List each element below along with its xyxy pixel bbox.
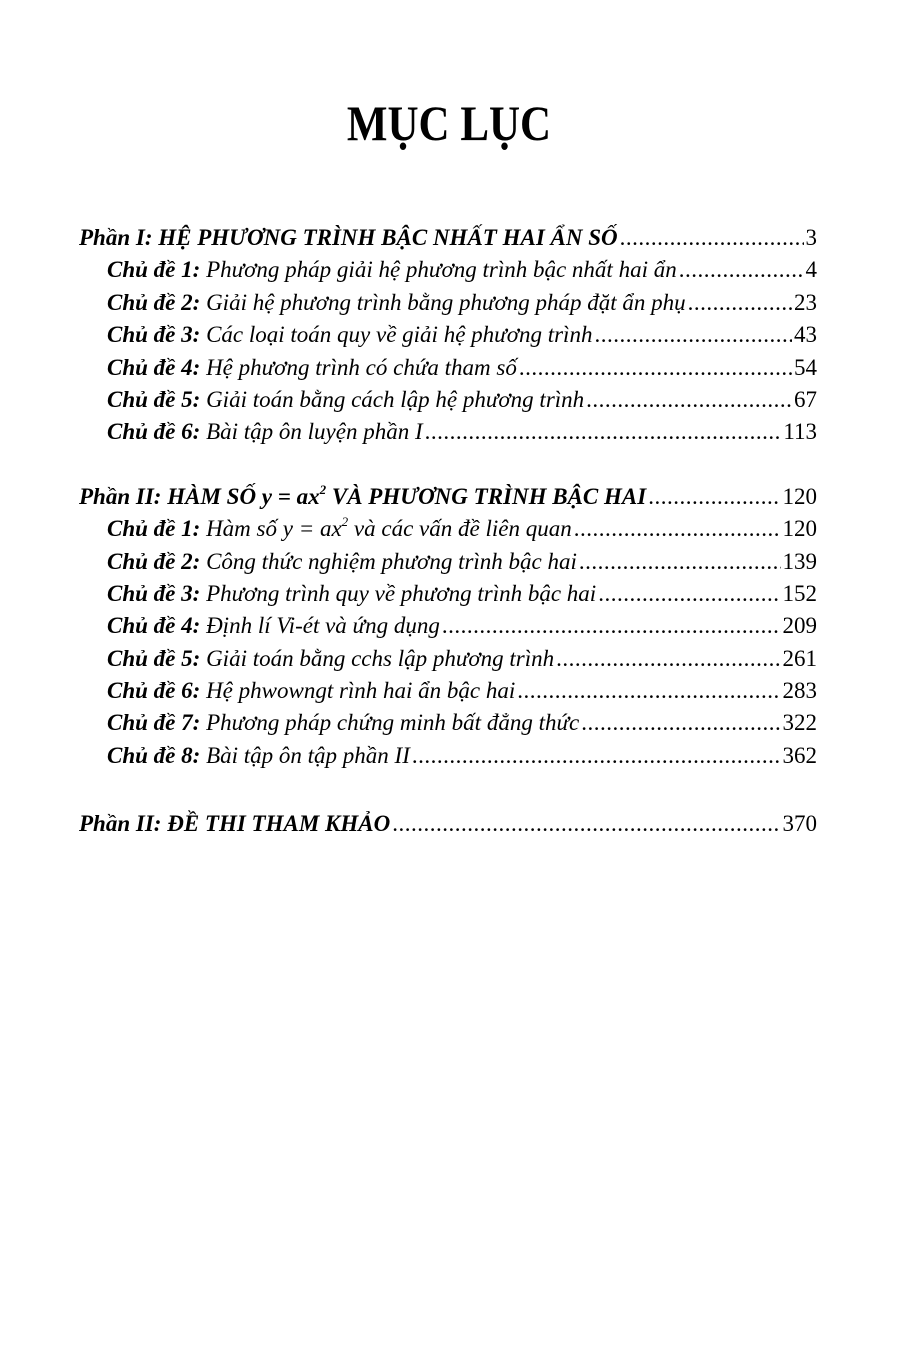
topic-title: Bài tập ôn tập phần II [206, 742, 410, 768]
part-title [167, 481, 646, 513]
label-colon: : [192, 613, 207, 639]
topic-title: Phương trình quy về phương trình bậc hai [206, 580, 597, 606]
toc-topic-2-4[interactable] [79, 610, 817, 642]
page-number: 67 [794, 386, 817, 412]
toc-topic-2-5[interactable] [79, 643, 817, 675]
topic-title: Phương pháp giải hệ phương trình bậc nhất hai ẩn [206, 257, 677, 283]
page-number: 370 [782, 811, 817, 837]
page-number: 113 [783, 419, 817, 445]
topic-title: Giải toán bằng cách lập hệ phương trình [206, 386, 585, 412]
label-colon: : [192, 710, 207, 736]
page-number: 209 [782, 613, 817, 639]
label-colon: : [192, 645, 207, 671]
label-colon: : [192, 548, 207, 574]
topic-title-text: Hàm số y = ax [206, 516, 342, 542]
page-number: 362 [782, 742, 817, 768]
leader-dots [679, 254, 804, 286]
topic-label: Chủ đề 3 [107, 580, 193, 606]
page-number: 152 [782, 580, 817, 606]
leader-dots [519, 352, 792, 384]
topic-label: Chủ đề 5 [107, 386, 193, 412]
section-spacer [79, 449, 817, 481]
part-title-text: HÀM SỐ y = ax [167, 483, 320, 509]
topic-title: Định lí Vi-ét và ứng dụng [206, 613, 440, 639]
topic-label: Chủ đề 3 [107, 322, 193, 348]
superscript: 2 [341, 514, 349, 530]
toc-topic-1-1[interactable] [79, 254, 817, 286]
label-colon: : [192, 322, 207, 348]
leader-dots [425, 416, 782, 448]
toc-topic-1-4[interactable] [79, 352, 817, 384]
leader-dots [688, 287, 792, 319]
topic-title: Bài tập ôn luyện phần I [206, 419, 423, 445]
toc-topic-1-5[interactable] [79, 384, 817, 416]
topic-label: Chủ đề 6 [107, 419, 193, 445]
toc-topic-2-3[interactable] [79, 578, 817, 610]
topic-title: Giải toán bằng cchs lập phương trình [206, 645, 555, 671]
topic-label: Chủ đề 4 [107, 354, 193, 380]
topic-title: Giải hệ phương trình bằng phương pháp đặt ẩn phụ [206, 289, 686, 315]
topic-title: Phương pháp chứng minh bất đẳng thức [206, 710, 580, 736]
leader-dots [392, 808, 780, 840]
toc-part-1[interactable] [79, 222, 817, 254]
part-title: HỆ PHƯƠNG TRÌNH BẬC NHẤT HAI ẨN SỐ [158, 225, 618, 250]
toc-topic-2-6[interactable] [79, 675, 817, 707]
toc-topic-2-2[interactable] [79, 546, 817, 578]
page-number: 54 [794, 354, 817, 380]
page-number: 120 [782, 483, 817, 509]
topic-title [206, 513, 572, 545]
part-title-text-cont: VÀ PHƯƠNG TRÌNH BẬC HAI [326, 483, 647, 509]
leader-dots [556, 643, 780, 675]
toc-part-2[interactable] [79, 481, 817, 513]
label-colon: : [153, 483, 168, 509]
label-colon: : [192, 386, 207, 412]
page-title: MỤC LỤC [346, 95, 552, 151]
topic-title: Hệ phwowngt rình hai ẩn bậc hai [206, 678, 516, 704]
leader-dots [598, 578, 780, 610]
part-label: Phần II [79, 811, 154, 837]
page-number: 283 [782, 678, 817, 704]
superscript: 2 [319, 482, 327, 498]
page-number: 139 [782, 548, 817, 574]
leader-dots [594, 319, 792, 351]
label-colon: : [192, 354, 207, 380]
label-colon: : [144, 225, 159, 250]
leader-dots [579, 546, 781, 578]
part-title: ĐỀ THI THAM KHẢO [167, 811, 391, 837]
label-colon: : [192, 289, 207, 315]
toc-topic-2-1[interactable] [79, 513, 817, 545]
leader-dots [620, 222, 804, 254]
label-colon: : [192, 580, 207, 606]
topic-title: Các loại toán quy về giải hệ phương trình [206, 322, 593, 348]
toc-topic-1-2[interactable] [79, 287, 817, 319]
leader-dots [517, 675, 780, 707]
part-label: Phần I [79, 225, 145, 250]
topic-label: Chủ đề 2 [107, 548, 193, 574]
leader-dots [648, 481, 780, 513]
leader-dots [581, 707, 780, 739]
toc-topic-1-6[interactable] [79, 416, 817, 448]
topic-title-text-cont: và các vấn đề liên quan [348, 516, 572, 542]
page-number: 322 [782, 710, 817, 736]
section-spacer [79, 772, 817, 808]
page-number: 261 [782, 645, 817, 671]
leader-dots [586, 384, 792, 416]
toc-topic-2-7[interactable] [79, 707, 817, 739]
label-colon: : [192, 257, 207, 283]
leader-dots [574, 513, 781, 545]
toc-topic-1-3[interactable] [79, 319, 817, 351]
topic-label: Chủ đề 1 [107, 257, 193, 283]
toc-topic-2-8[interactable] [79, 740, 817, 772]
topic-label: Chủ đề 6 [107, 678, 193, 704]
label-colon: : [192, 678, 207, 704]
topic-label: Chủ đề 1 [107, 516, 193, 542]
topic-label: Chủ đề 4 [107, 613, 193, 639]
topic-label: Chủ đề 5 [107, 645, 193, 671]
label-colon: : [192, 419, 207, 445]
page-number: 23 [794, 289, 817, 315]
page-number: 4 [805, 257, 817, 283]
leader-dots [412, 740, 781, 772]
label-colon: : [192, 516, 207, 542]
page-number: 3 [805, 225, 817, 250]
part-label: Phần II [79, 483, 154, 509]
page-number: 120 [782, 516, 817, 542]
page-number: 43 [794, 322, 817, 348]
topic-label: Chủ đề 2 [107, 289, 193, 315]
topic-title: Công thức nghiệm phương trình bậc hai [206, 548, 577, 574]
label-colon: : [192, 742, 207, 768]
topic-label: Chủ đề 7 [107, 710, 193, 736]
label-colon: : [153, 811, 168, 837]
toc-part-3[interactable] [79, 808, 817, 840]
topic-title: Hệ phương trình có chứa tham số [206, 354, 517, 380]
leader-dots [442, 610, 781, 642]
table-of-contents [79, 222, 817, 841]
topic-label: Chủ đề 8 [107, 742, 193, 768]
